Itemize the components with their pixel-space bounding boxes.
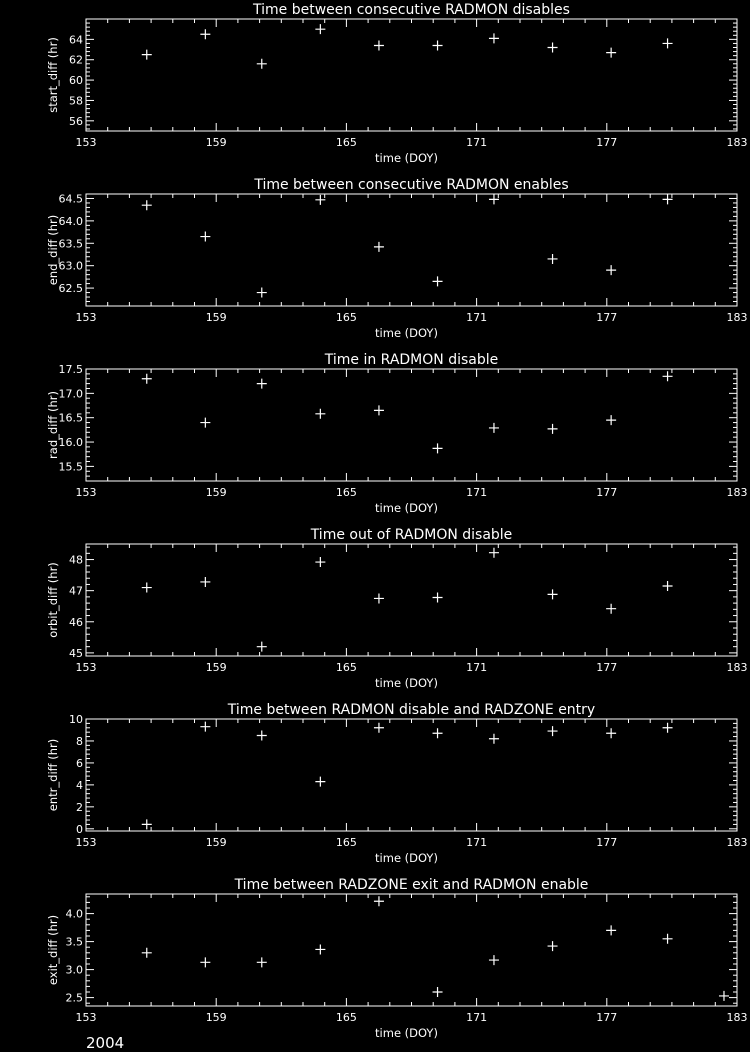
- data-point: [315, 195, 325, 205]
- y-tick-label: 64.5: [58, 192, 83, 206]
- data-point: [142, 583, 152, 593]
- data-point: [142, 374, 152, 384]
- x-tick-label: 183: [726, 1011, 748, 1024]
- y-tick-label: 58: [69, 94, 83, 108]
- chart-title: Time in RADMON disable: [324, 352, 499, 368]
- x-tick-label: 153: [75, 136, 97, 149]
- x-tick-label: 165: [335, 136, 357, 149]
- data-point: [663, 934, 673, 944]
- data-point: [433, 443, 443, 453]
- data-point: [200, 232, 210, 242]
- data-point: [663, 371, 673, 381]
- x-tick-label: 159: [205, 311, 227, 324]
- plot-frame: [86, 894, 737, 1006]
- data-point: [663, 194, 673, 204]
- x-tick-label: 153: [75, 311, 97, 324]
- y-axis-label: orbit_diff (hr): [46, 562, 60, 638]
- data-point: [200, 957, 210, 967]
- data-point: [257, 288, 267, 298]
- y-axis-label: start_diff (hr): [46, 37, 60, 113]
- data-point: [200, 577, 210, 587]
- data-point: [374, 405, 384, 415]
- y-tick-label: 46: [69, 615, 83, 629]
- data-point: [489, 33, 499, 43]
- data-point: [548, 726, 558, 736]
- y-tick-label: 63.5: [58, 237, 83, 251]
- x-tick-label: 183: [726, 136, 748, 149]
- data-point: [548, 43, 558, 53]
- data-point: [142, 948, 152, 958]
- data-point: [315, 944, 325, 954]
- data-point: [142, 200, 152, 210]
- data-point: [374, 896, 384, 906]
- plot-frame: [86, 369, 737, 481]
- data-point: [433, 40, 443, 50]
- plot-frame: [86, 719, 737, 831]
- y-tick-label: 64: [69, 33, 83, 47]
- data-point: [489, 423, 499, 433]
- x-tick-label: 165: [335, 486, 357, 499]
- x-tick-label: 165: [335, 311, 357, 324]
- x-tick-label: 177: [596, 1011, 618, 1024]
- x-axis-label: time (DOY): [375, 501, 438, 515]
- data-point: [433, 728, 443, 738]
- chart-panel-3: [46, 352, 748, 515]
- x-tick-label: 153: [75, 486, 97, 499]
- x-tick-label: 153: [75, 836, 97, 849]
- x-tick-label: 171: [466, 661, 488, 674]
- x-tick-label: 159: [205, 136, 227, 149]
- y-tick-label: 60: [69, 74, 83, 88]
- x-tick-label: 183: [726, 836, 748, 849]
- y-tick-label: 10: [69, 713, 83, 726]
- data-point: [606, 728, 616, 738]
- year-label: 2004: [86, 1034, 125, 1052]
- data-point: [257, 59, 267, 69]
- chart-title: Time between consecutive RADMON disables: [253, 2, 570, 18]
- y-tick-label: 8: [76, 734, 83, 748]
- x-tick-label: 159: [205, 836, 227, 849]
- data-point: [606, 604, 616, 614]
- data-point: [374, 40, 384, 50]
- x-tick-label: 153: [75, 661, 97, 674]
- y-tick-label: 3.5: [65, 935, 83, 949]
- data-point: [200, 722, 210, 732]
- x-tick-label: 171: [466, 136, 488, 149]
- y-axis-label: end_diff (hr): [46, 214, 60, 286]
- data-point: [200, 418, 210, 428]
- data-point: [315, 24, 325, 34]
- chart-panel-2: [46, 177, 748, 340]
- x-axis-label: time (DOY): [375, 851, 438, 865]
- x-tick-label: 165: [335, 836, 357, 849]
- data-point: [257, 379, 267, 389]
- x-tick-label: 159: [205, 1011, 227, 1024]
- data-point: [433, 276, 443, 286]
- data-point: [663, 38, 673, 48]
- x-tick-label: 171: [466, 836, 488, 849]
- y-axis-label: exit_diff (hr): [46, 914, 60, 986]
- y-tick-label: 3.0: [65, 963, 83, 977]
- x-tick-label: 159: [205, 486, 227, 499]
- x-tick-label: 177: [596, 661, 618, 674]
- y-axis-label: entr_diff (hr): [46, 738, 60, 812]
- plot-frame: [86, 544, 737, 656]
- y-tick-label: 56: [69, 114, 83, 128]
- data-point: [433, 593, 443, 603]
- x-tick-label: 183: [726, 486, 748, 499]
- chart-panel-6: [46, 877, 748, 1040]
- data-point: [315, 777, 325, 787]
- y-tick-label: 16.0: [58, 436, 83, 450]
- chart-title: Time between RADZONE exit and RADMON enable: [234, 877, 589, 893]
- y-tick-label: 62.5: [58, 282, 83, 296]
- y-tick-label: 63.0: [58, 259, 83, 273]
- y-tick-label: 4: [76, 778, 83, 792]
- x-axis-label: time (DOY): [375, 326, 438, 340]
- plot-frame: [86, 194, 737, 306]
- data-point: [315, 409, 325, 419]
- data-point: [257, 730, 267, 740]
- x-tick-label: 171: [466, 311, 488, 324]
- chart-panel-1: [46, 2, 748, 165]
- chart-title: Time between consecutive RADMON enables: [254, 177, 569, 193]
- y-tick-label: 0: [76, 822, 83, 836]
- x-axis-label: time (DOY): [375, 676, 438, 690]
- x-axis-label: time (DOY): [375, 151, 438, 165]
- data-point: [489, 194, 499, 204]
- chart-panel-4: [46, 527, 748, 690]
- y-tick-label: 62: [69, 53, 83, 67]
- y-tick-label: 45: [69, 646, 83, 660]
- y-tick-label: 47: [69, 584, 83, 598]
- y-tick-label: 17.5: [58, 363, 83, 376]
- data-point: [606, 415, 616, 425]
- data-point: [606, 48, 616, 58]
- plot-frame: [86, 19, 737, 131]
- data-point: [719, 991, 729, 1001]
- x-tick-label: 165: [335, 661, 357, 674]
- data-point: [489, 548, 499, 558]
- data-point: [200, 29, 210, 39]
- x-tick-label: 165: [335, 1011, 357, 1024]
- chart-title: Time between RADMON disable and RADZONE entry: [227, 702, 596, 718]
- chart-title: Time out of RADMON disable: [310, 527, 513, 543]
- data-point: [548, 941, 558, 951]
- data-point: [606, 925, 616, 935]
- data-point: [548, 424, 558, 434]
- x-tick-label: 171: [466, 1011, 488, 1024]
- data-point: [489, 955, 499, 965]
- data-point: [315, 557, 325, 567]
- data-point: [663, 723, 673, 733]
- x-tick-label: 177: [596, 486, 618, 499]
- x-tick-label: 177: [596, 836, 618, 849]
- data-point: [374, 593, 384, 603]
- x-tick-label: 177: [596, 136, 618, 149]
- data-point: [142, 50, 152, 60]
- data-point: [257, 642, 267, 652]
- y-axis-label: rad_diff (hr): [46, 391, 60, 459]
- y-tick-label: 17.0: [58, 387, 83, 401]
- data-point: [142, 819, 152, 829]
- data-point: [489, 734, 499, 744]
- data-point: [663, 581, 673, 591]
- data-point: [606, 265, 616, 275]
- x-tick-label: 183: [726, 661, 748, 674]
- y-tick-label: 48: [69, 553, 83, 567]
- y-tick-label: 64.0: [58, 214, 83, 228]
- y-tick-label: 2: [76, 800, 83, 814]
- data-point: [548, 254, 558, 264]
- y-tick-label: 2.5: [65, 991, 83, 1005]
- y-tick-label: 15.5: [58, 460, 83, 474]
- y-tick-label: 6: [76, 756, 83, 770]
- x-tick-label: 153: [75, 1011, 97, 1024]
- data-point: [257, 957, 267, 967]
- x-tick-label: 159: [205, 661, 227, 674]
- y-tick-label: 4.0: [65, 907, 83, 921]
- data-point: [433, 987, 443, 997]
- x-axis-label: time (DOY): [375, 1026, 438, 1040]
- data-point: [548, 589, 558, 599]
- y-tick-label: 16.5: [58, 411, 83, 425]
- x-tick-label: 183: [726, 311, 748, 324]
- data-point: [374, 723, 384, 733]
- x-tick-label: 171: [466, 486, 488, 499]
- x-tick-label: 177: [596, 311, 618, 324]
- chart-panel-5: [46, 702, 748, 865]
- data-point: [374, 242, 384, 252]
